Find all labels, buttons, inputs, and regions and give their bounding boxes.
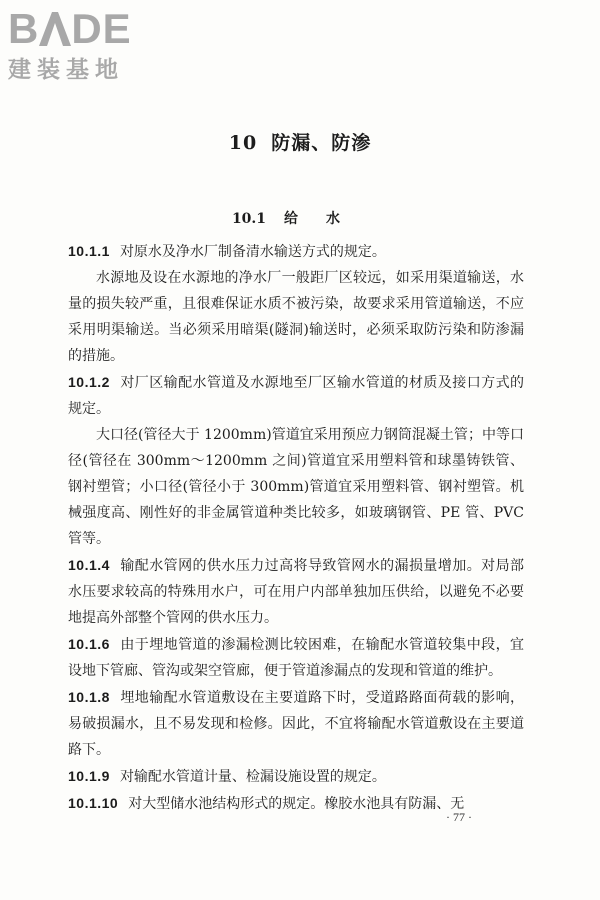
clause-text: 对大型储水池结构形式的规定。橡胶水池具有防漏、无 — [128, 796, 465, 812]
clause-number: 10.1.1 — [68, 243, 110, 259]
logo-subtitle: 建装基地 — [8, 57, 124, 83]
clause-10-1-8 — [68, 684, 524, 763]
clause-10-1-1 — [68, 238, 524, 265]
clause-10-1-4 — [68, 552, 524, 631]
page-number: · 77 · — [446, 810, 472, 824]
clause-text: 由于埋地管道的渗漏检测比较困难，在输配水管道较集中段，宜设地下管廊、管沟或架空管廊，便于管道渗漏点的发现和管道的维护。 — [68, 637, 524, 679]
clause-number: 10.1.2 — [68, 374, 110, 390]
clause-10-1-2 — [68, 369, 524, 422]
clause-number: 10.1.10 — [68, 795, 119, 811]
clause-text: 对厂区输配水管道及水源地至厂区输水管道的材质及接口方式的规定。 — [68, 375, 524, 417]
chapter-number: 10 — [228, 132, 258, 154]
clause-number: 10.1.6 — [68, 636, 110, 652]
logo-letter-a — [39, 10, 71, 48]
clause-10-1-6 — [68, 631, 524, 684]
section-number: 10.1 — [231, 211, 267, 227]
bade-logo — [8, 6, 178, 84]
clause-text: 输配水管网的供水压力过高将导致管网水的漏损量增加。对局部水压要求较高的特殊用水户，可在用户内部单独加压供给，以避免不必要地提高外部整个管网的供水压力。 — [68, 558, 524, 626]
clause-text: 对输配水管道计量、检漏设施设置的规定。 — [119, 769, 386, 785]
logo-a-icon — [39, 12, 71, 46]
logo-wordmark — [8, 6, 178, 52]
clause-number: 10.1.8 — [68, 689, 110, 705]
logo-letters-de: DE — [71, 5, 132, 52]
chapter-title — [0, 128, 600, 155]
clause-number: 10.1.9 — [68, 768, 110, 784]
clause-text: 埋地输配水管道敷设在主要道路下时，受道路路面荷载的影响，易破损漏水，且不易发现和检修。因此，不宜将输配水管道敷设在主要道路下。 — [68, 690, 524, 758]
clause-number: 10.1.4 — [68, 557, 110, 573]
chapter-name: 防漏、防渗 — [271, 132, 372, 154]
section-name: 给水 — [284, 211, 369, 227]
body-text — [68, 238, 524, 817]
clause-text: 对原水及净水厂制备清水输送方式的规定。 — [119, 244, 386, 260]
logo-letter-b: B — [8, 5, 40, 52]
paragraph: 水源地及设在水源地的净水厂一般距厂区较远，如采用渠道输送，水量的损失较严重，且很难保证水质不被污染，故要求采用管道输送，不应采用明渠输送。当必须采用暗渠(隧洞)输送时，必须采取防污染和防渗漏的措施。 — [68, 270, 524, 364]
section-title — [0, 208, 600, 228]
paragraph: 大口径(管径大于 1200mm)管道宜采用预应力钢筒混凝土管；中等口径(管径在 300mm～1200mm 之间)管道宜采用塑料管和球墨铸铁管、钢衬塑管；小口径(管径小于 300mm)管道宜采用塑料管、钢衬塑管。机械强度高、刚性好的非金属管道种类比较多，如玻璃钢管、PE 管、PVC 管等。 — [68, 427, 524, 547]
clause-10-1-9 — [68, 763, 524, 790]
